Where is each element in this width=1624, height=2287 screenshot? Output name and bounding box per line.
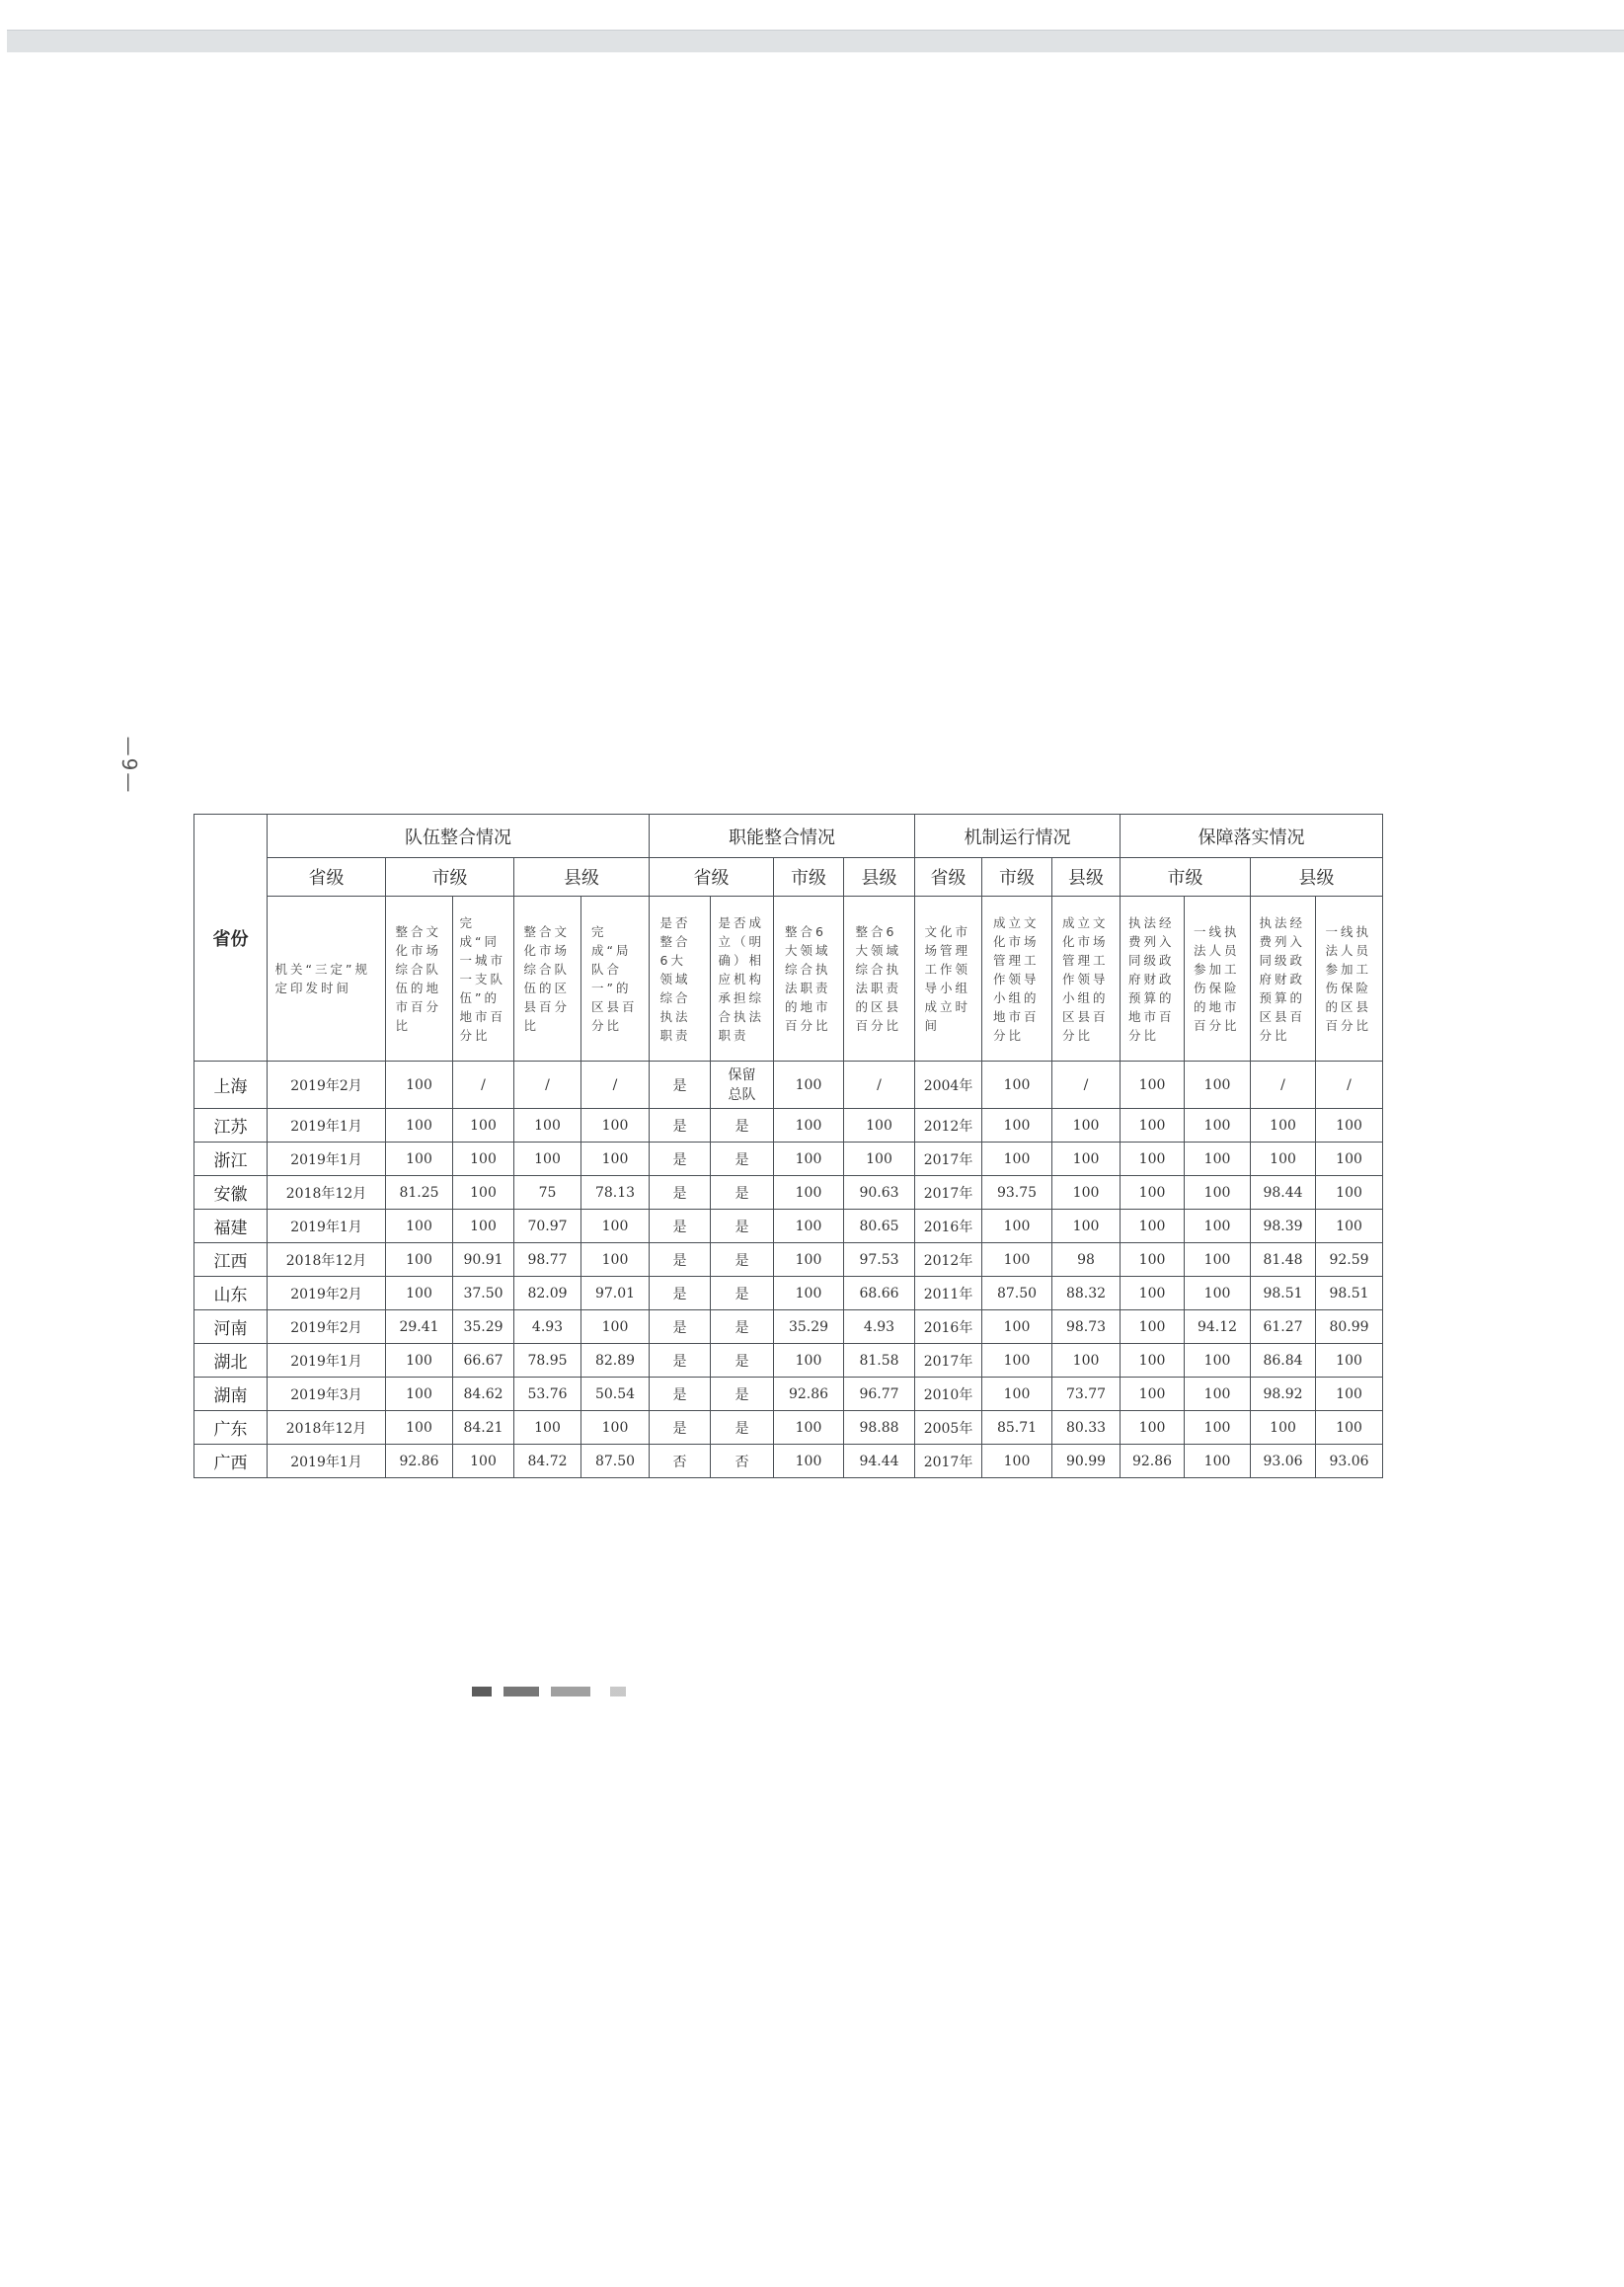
- table-row: [194, 1445, 1383, 1478]
- table-cell: 是: [650, 1176, 711, 1210]
- table-cell: 88.32: [1052, 1277, 1121, 1310]
- table-cell: 100: [1121, 1176, 1185, 1210]
- table-row: [194, 1277, 1383, 1310]
- table-cell: 100: [1185, 1062, 1251, 1109]
- column-header-text: 一线执法人员参加工伤保险的区县百分比: [1325, 924, 1372, 1033]
- table-cell: 100: [982, 1344, 1052, 1378]
- province-name: 湖南: [194, 1378, 268, 1411]
- province-name: 安徽: [194, 1176, 268, 1210]
- table-cell: 2016年: [915, 1310, 982, 1344]
- table-cell: 100: [982, 1445, 1052, 1478]
- table-row: [194, 1176, 1383, 1210]
- table-cell: 是: [650, 1378, 711, 1411]
- table-cell: 81.25: [386, 1176, 453, 1210]
- table-cell: 是: [650, 1243, 711, 1277]
- column-header: [650, 897, 711, 1062]
- table-cell: 2017年: [915, 1176, 982, 1210]
- table-cell: 2012年: [915, 1243, 982, 1277]
- table-cell: 100: [982, 1310, 1052, 1344]
- table-cell: 90.63: [844, 1176, 915, 1210]
- table-cell: 是: [650, 1277, 711, 1310]
- table-cell: /: [514, 1062, 581, 1109]
- table-cell: 是: [650, 1411, 711, 1445]
- table-cell: 2017年: [915, 1445, 982, 1478]
- column-header-text: 整合文化市场综合队伍的区县百分比: [523, 924, 571, 1033]
- table-cell: 100: [1052, 1344, 1121, 1378]
- table-cell: 100: [1185, 1445, 1251, 1478]
- table-cell: 35.29: [453, 1310, 514, 1344]
- table-cell: 92.86: [1121, 1445, 1185, 1478]
- table-cell: 2019年2月: [268, 1310, 386, 1344]
- table-cell: 100: [514, 1143, 581, 1176]
- table-cell: 100: [1121, 1378, 1185, 1411]
- table-cell: 98.44: [1251, 1176, 1316, 1210]
- table-cell: 98.92: [1251, 1378, 1316, 1411]
- column-header-text: 完成“同一城市一支队伍”的地市百分比: [459, 914, 506, 1043]
- column-header-text: 一线执法人员参加工伤保险的地市百分比: [1194, 924, 1240, 1033]
- table-cell: 84.72: [514, 1445, 581, 1478]
- table-cell: 100: [982, 1243, 1052, 1277]
- level-header: 市级: [774, 858, 844, 897]
- column-header: [581, 897, 650, 1062]
- table-cell: 2019年1月: [268, 1210, 386, 1243]
- province-name: 福建: [194, 1210, 268, 1243]
- table-cell: 35.29: [774, 1310, 844, 1344]
- table-cell: 是: [650, 1143, 711, 1176]
- table-cell: 100: [1052, 1176, 1121, 1210]
- scan-smudge: [472, 1687, 669, 1696]
- table-cell: 是: [711, 1344, 774, 1378]
- scan-top-band: [7, 30, 1624, 52]
- table-cell: 100: [1052, 1143, 1121, 1176]
- table-cell: 84.21: [453, 1411, 514, 1445]
- table-row: [194, 1378, 1383, 1411]
- table-cell: 100: [774, 1277, 844, 1310]
- column-header-text: 成立文化市场管理工作领导小组的区县百分比: [1062, 914, 1109, 1043]
- table-cell: 2018年12月: [268, 1176, 386, 1210]
- table-cell: 100: [982, 1210, 1052, 1243]
- table-cell: 100: [982, 1109, 1052, 1143]
- province-name: 广西: [194, 1445, 268, 1478]
- column-header-text: 执法经费列入同级政府财政预算的地市百分比: [1128, 914, 1175, 1043]
- table-cell: 81.48: [1251, 1243, 1316, 1277]
- column-header: [514, 897, 581, 1062]
- table-cell: 100: [581, 1411, 650, 1445]
- table-cell: 92.86: [386, 1445, 453, 1478]
- table-cell: 2019年2月: [268, 1277, 386, 1310]
- table-cell: 92.86: [774, 1378, 844, 1411]
- table-cell: 否: [650, 1445, 711, 1478]
- table-cell: 是: [711, 1310, 774, 1344]
- table-cell: 85.71: [982, 1411, 1052, 1445]
- table-cell: 100: [386, 1109, 453, 1143]
- table-cell: 80.33: [1052, 1411, 1121, 1445]
- table-cell: 80.65: [844, 1210, 915, 1243]
- table-cell: 100: [1121, 1344, 1185, 1378]
- table-cell: 82.89: [581, 1344, 650, 1378]
- group-header: 机制运行情况: [915, 815, 1121, 858]
- table-cell: 2019年1月: [268, 1344, 386, 1378]
- table-cell: 98.77: [514, 1243, 581, 1277]
- province-name: 江西: [194, 1243, 268, 1277]
- table-cell: 是: [650, 1210, 711, 1243]
- table-cell: 100: [1251, 1411, 1316, 1445]
- table-cell: 98.73: [1052, 1310, 1121, 1344]
- table-cell: 90.91: [453, 1243, 514, 1277]
- table-cell: 70.97: [514, 1210, 581, 1243]
- table-cell: 100: [1121, 1277, 1185, 1310]
- table-cell: 2017年: [915, 1143, 982, 1176]
- table-cell: 94.12: [1185, 1310, 1251, 1344]
- table-cell: 2005年: [915, 1411, 982, 1445]
- table-cell: 2019年3月: [268, 1378, 386, 1411]
- table-cell: 100: [1316, 1143, 1383, 1176]
- table-cell: 100: [774, 1109, 844, 1143]
- table-cell: 100: [581, 1109, 650, 1143]
- group-header: 保障落实情况: [1121, 815, 1383, 858]
- group-header: 队伍整合情况: [268, 815, 650, 858]
- column-header-text: 执法经费列入同级政府财政预算的区县百分比: [1259, 914, 1306, 1043]
- table-cell: 是: [711, 1143, 774, 1176]
- table-cell: 是: [711, 1176, 774, 1210]
- table-cell: 是: [711, 1411, 774, 1445]
- level-header: 县级: [1052, 858, 1121, 897]
- table-cell: 2016年: [915, 1210, 982, 1243]
- table-cell: 100: [1121, 1310, 1185, 1344]
- table-cell: 100: [1185, 1143, 1251, 1176]
- table-cell: /: [453, 1062, 514, 1109]
- table-cell: 78.13: [581, 1176, 650, 1210]
- level-header: 省级: [915, 858, 982, 897]
- table-cell: 2019年1月: [268, 1109, 386, 1143]
- table-cell: 100: [453, 1445, 514, 1478]
- table-cell: 100: [982, 1378, 1052, 1411]
- table-cell: 87.50: [581, 1445, 650, 1478]
- table-cell: /: [1316, 1062, 1383, 1109]
- table-cell: 98.88: [844, 1411, 915, 1445]
- table-cell: 100: [1251, 1143, 1316, 1176]
- table-cell: 100: [581, 1210, 650, 1243]
- table-cell: 75: [514, 1176, 581, 1210]
- table-cell: 73.77: [1052, 1378, 1121, 1411]
- level-header: 市级: [1121, 858, 1251, 897]
- table-cell: 2018年12月: [268, 1411, 386, 1445]
- column-header-text: 完成“局队合一”的区县百分比: [591, 924, 638, 1033]
- table-cell: /: [581, 1062, 650, 1109]
- column-header: [1052, 897, 1121, 1062]
- table-cell: 100: [1316, 1411, 1383, 1445]
- table-cell: 80.99: [1316, 1310, 1383, 1344]
- table-cell: 100: [386, 1277, 453, 1310]
- table-cell: 100: [514, 1411, 581, 1445]
- table-cell: 是: [650, 1062, 711, 1109]
- table-cell: 100: [1185, 1277, 1251, 1310]
- table-cell: 100: [1121, 1210, 1185, 1243]
- table-cell: 53.76: [514, 1378, 581, 1411]
- table-cell: 2012年: [915, 1109, 982, 1143]
- page-number: —9—: [117, 736, 141, 795]
- table-cell: 68.66: [844, 1277, 915, 1310]
- table-cell: 98.51: [1251, 1277, 1316, 1310]
- table-cell: 98.39: [1251, 1210, 1316, 1243]
- table-cell: 是: [650, 1344, 711, 1378]
- column-header: [982, 897, 1052, 1062]
- table-cell: 93.06: [1251, 1445, 1316, 1478]
- province-name: 浙江: [194, 1143, 268, 1176]
- table-cell: 100: [453, 1210, 514, 1243]
- table-cell: 100: [774, 1243, 844, 1277]
- table-cell: 是: [650, 1109, 711, 1143]
- table-cell: 87.50: [982, 1277, 1052, 1310]
- table-cell: 100: [1121, 1143, 1185, 1176]
- table-cell: 是: [650, 1310, 711, 1344]
- table-cell: /: [1251, 1062, 1316, 1109]
- table-cell: 100: [774, 1176, 844, 1210]
- table-cell: 61.27: [1251, 1310, 1316, 1344]
- table-cell: 100: [1316, 1176, 1383, 1210]
- table-cell: 100: [453, 1176, 514, 1210]
- column-header-text: 成立文化市场管理工作领导小组的地市百分比: [993, 914, 1040, 1043]
- table-cell: 90.99: [1052, 1445, 1121, 1478]
- column-header: [268, 897, 386, 1062]
- table-cell: 82.09: [514, 1277, 581, 1310]
- table-cell: 是: [711, 1210, 774, 1243]
- table-cell: 100: [386, 1378, 453, 1411]
- column-header: [844, 897, 915, 1062]
- table-cell: 100: [774, 1445, 844, 1478]
- table-cell: 100: [386, 1243, 453, 1277]
- table-cell: 81.58: [844, 1344, 915, 1378]
- table-cell: 100: [1251, 1109, 1316, 1143]
- table-cell: 100: [1121, 1109, 1185, 1143]
- table-cell: 98.51: [1316, 1277, 1383, 1310]
- column-header-text: 文化市场管理工作领导小组成立时间: [924, 924, 971, 1033]
- column-header-text: 整合文化市场综合队伍的地市百分比: [395, 924, 442, 1033]
- table-cell: 29.41: [386, 1310, 453, 1344]
- table-cell: /: [1052, 1062, 1121, 1109]
- table-cell: 98: [1052, 1243, 1121, 1277]
- table-cell: 是: [711, 1243, 774, 1277]
- table-cell: 2019年1月: [268, 1445, 386, 1478]
- table-cell: 2011年: [915, 1277, 982, 1310]
- table-cell: 37.50: [453, 1277, 514, 1310]
- table-row: [194, 1243, 1383, 1277]
- table-cell: 100: [1121, 1243, 1185, 1277]
- column-header: [1316, 897, 1383, 1062]
- province-name: 江苏: [194, 1109, 268, 1143]
- table-row: [194, 1411, 1383, 1445]
- table-cell: 2019年1月: [268, 1143, 386, 1176]
- table-cell: 100: [1185, 1378, 1251, 1411]
- table-cell: 100: [1052, 1210, 1121, 1243]
- provincial-data-table: [193, 814, 1383, 1478]
- table-cell: 100: [774, 1062, 844, 1109]
- table-cell: 100: [844, 1143, 915, 1176]
- province-name: 湖北: [194, 1344, 268, 1378]
- province-name: 河南: [194, 1310, 268, 1344]
- table-row: [194, 1062, 1383, 1109]
- table-row: [194, 1310, 1383, 1344]
- level-header: 市级: [386, 858, 514, 897]
- province-name: 广东: [194, 1411, 268, 1445]
- level-header: 县级: [1251, 858, 1383, 897]
- group-header: 职能整合情况: [650, 815, 915, 858]
- table-cell: 100: [774, 1344, 844, 1378]
- province-name: 上海: [194, 1062, 268, 1109]
- table-cell: 2018年12月: [268, 1243, 386, 1277]
- table-cell: 92.59: [1316, 1243, 1383, 1277]
- column-header-text: 是否整合6大领域综合执法职责: [659, 914, 691, 1043]
- table-cell: 100: [1185, 1411, 1251, 1445]
- table-cell: 100: [1316, 1210, 1383, 1243]
- table-cell: 100: [386, 1344, 453, 1378]
- level-header: 县级: [514, 858, 650, 897]
- table-cell: 93.06: [1316, 1445, 1383, 1478]
- table-cell: 94.44: [844, 1445, 915, 1478]
- table-cell: /: [844, 1062, 915, 1109]
- level-header: 县级: [844, 858, 915, 897]
- table-cell: 96.77: [844, 1378, 915, 1411]
- table-cell: 78.95: [514, 1344, 581, 1378]
- table-cell: 2019年2月: [268, 1062, 386, 1109]
- level-header: 省级: [268, 858, 386, 897]
- table-cell: 100: [386, 1062, 453, 1109]
- table-cell: 100: [1316, 1109, 1383, 1143]
- column-header: [386, 897, 453, 1062]
- table-cell: 2010年: [915, 1378, 982, 1411]
- level-header: 市级: [982, 858, 1052, 897]
- table-row: [194, 1143, 1383, 1176]
- table-cell: 50.54: [581, 1378, 650, 1411]
- table-cell: 100: [1316, 1378, 1383, 1411]
- table-cell: 是: [711, 1277, 774, 1310]
- table-cell: 是: [711, 1378, 774, 1411]
- table-cell: 100: [774, 1143, 844, 1176]
- column-header-text: 是否成立（明确）相应机构承担综合执法职责: [718, 914, 765, 1043]
- table-cell: 86.84: [1251, 1344, 1316, 1378]
- level-header: 省级: [650, 858, 774, 897]
- table-row: [194, 1109, 1383, 1143]
- table-cell: 否: [711, 1445, 774, 1478]
- table-cell: 100: [1316, 1344, 1383, 1378]
- column-header: [774, 897, 844, 1062]
- table-cell: 保留总队: [711, 1062, 774, 1109]
- column-header: [1251, 897, 1316, 1062]
- table-cell: 100: [581, 1143, 650, 1176]
- table-cell: 100: [844, 1109, 915, 1143]
- table-cell: 100: [1185, 1243, 1251, 1277]
- table-cell: 84.62: [453, 1378, 514, 1411]
- table-cell: 100: [581, 1243, 650, 1277]
- table-cell: 97.53: [844, 1243, 915, 1277]
- table-cell: 100: [453, 1143, 514, 1176]
- table-cell: 100: [514, 1109, 581, 1143]
- table-cell: 100: [1185, 1344, 1251, 1378]
- column-header: [1185, 897, 1251, 1062]
- table-cell: 100: [774, 1411, 844, 1445]
- column-header: [1121, 897, 1185, 1062]
- table-cell: 100: [581, 1310, 650, 1344]
- table-cell: 100: [1185, 1109, 1251, 1143]
- table-cell: 100: [1121, 1062, 1185, 1109]
- table-cell: 100: [386, 1411, 453, 1445]
- table-cell: 100: [982, 1062, 1052, 1109]
- table-cell: 100: [774, 1210, 844, 1243]
- column-header-text: 整合6大领域综合执法职责的地市百分比: [785, 924, 831, 1033]
- column-header-text: 整合6大领域综合执法职责的区县百分比: [855, 924, 902, 1033]
- table-cell: 100: [1121, 1411, 1185, 1445]
- province-name: 山东: [194, 1277, 268, 1310]
- table-cell: 2004年: [915, 1062, 982, 1109]
- table-cell: 100: [1185, 1176, 1251, 1210]
- table-cell: 100: [982, 1143, 1052, 1176]
- column-header: [915, 897, 982, 1062]
- table-cell: 4.93: [844, 1310, 915, 1344]
- column-header: [711, 897, 774, 1062]
- table-cell: 100: [386, 1143, 453, 1176]
- header-province: 省份: [194, 815, 268, 1062]
- column-header: [453, 897, 514, 1062]
- table-cell: 66.67: [453, 1344, 514, 1378]
- table-cell: 2017年: [915, 1344, 982, 1378]
- table-cell: 100: [1185, 1210, 1251, 1243]
- table-row: [194, 1344, 1383, 1378]
- table-cell: 97.01: [581, 1277, 650, 1310]
- table-cell: 100: [453, 1109, 514, 1143]
- table-cell: 93.75: [982, 1176, 1052, 1210]
- table-cell: 100: [386, 1210, 453, 1243]
- table-row: [194, 1210, 1383, 1243]
- table-cell: 100: [1052, 1109, 1121, 1143]
- column-header-text: 机关“三定”规定印发时间: [274, 962, 370, 995]
- table-cell: 4.93: [514, 1310, 581, 1344]
- table-cell: 是: [711, 1109, 774, 1143]
